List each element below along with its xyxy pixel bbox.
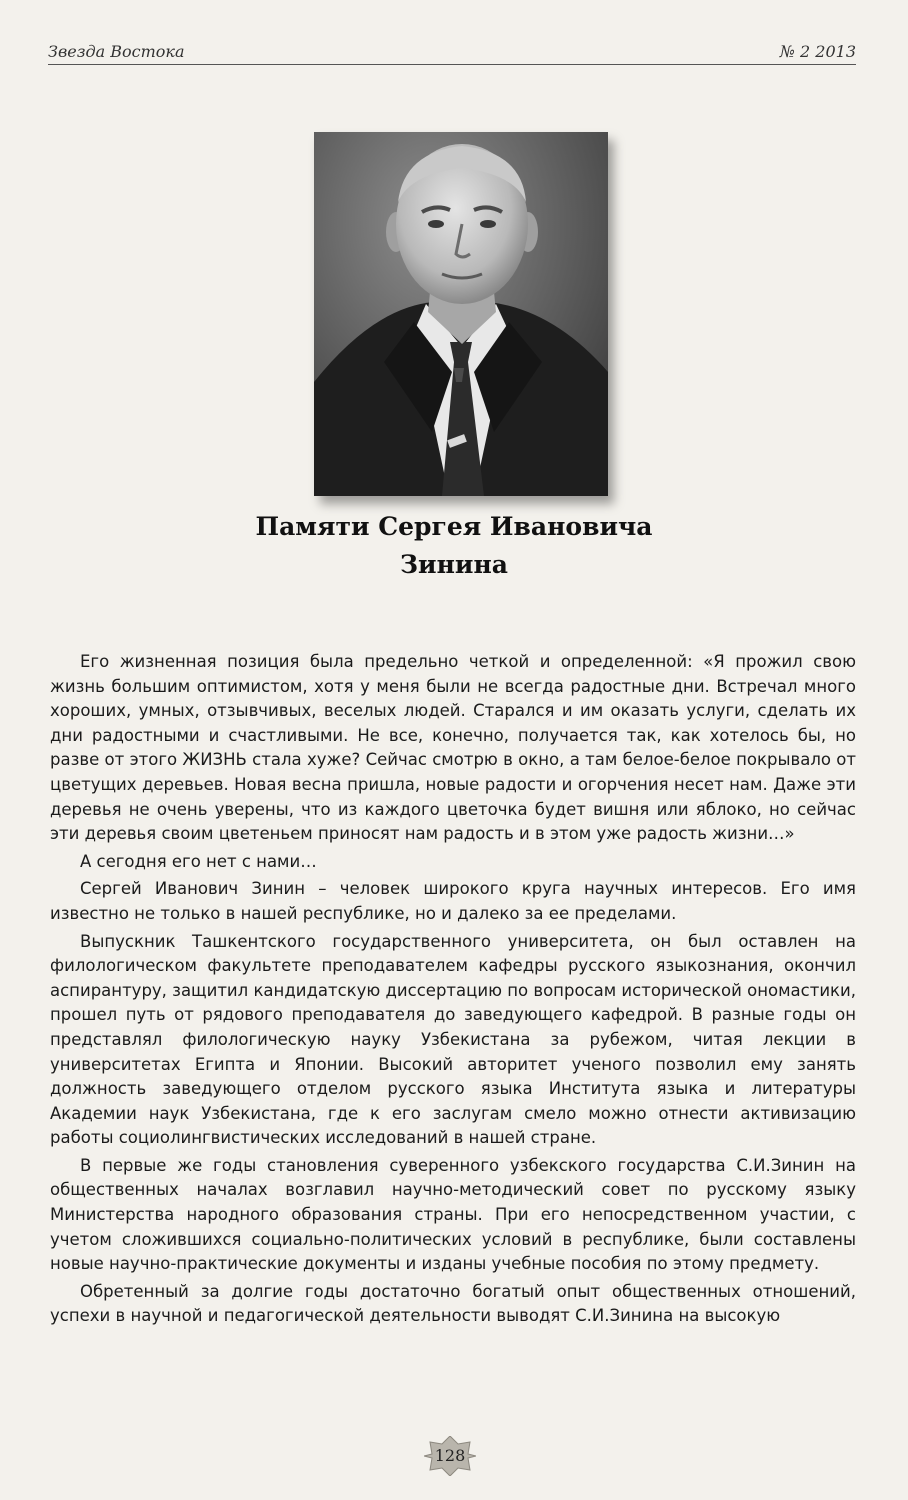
paragraph: В первые же годы становления суверенного узбекского государства С.И.Зинин на общественных началах возглавил научно-методический совет по русскому языку Министерства народного образования страны. При его непосредственном участии, с учетом сложившихся социально-политических условий в республике, были составлены новые научно-практические документы и изданы учебные пособия по этому предмету. — [50, 1155, 856, 1274]
paragraph: Его жизненная позиция была предельно четкой и определенной: «Я прожил свою жизнь большим оптимистом, хотя у меня были не всегда радостные дни. Встречал много хороших, умных, отзывчивых, веселых людей. Старался и им оказать услуги, сделать их дни радостными и счастливыми. Не все, конечно, получается так, как хотелось бы, но разве от этого ЖИЗНЬ стала хуже? Сейчас смотрю в окно, а там белое-белое покрывало от цветущих деревьев. Новая весна пришла, новые радости и огорчения несет нам. Даже эти деревья не очень уверены, что из каждого цветочка будет вишня или яблоко, но сейчас эти деревья своим цветеньем приносят нам радость и в этом уже радость жизни…» — [50, 652, 856, 844]
issue-number: № 2 2013 — [779, 42, 856, 61]
portrait-illustration — [314, 132, 608, 496]
page-number: 128 — [434, 1446, 466, 1465]
article-title — [120, 508, 788, 584]
title-line-2: Зинина — [400, 550, 508, 579]
portrait-photo — [314, 132, 608, 496]
paragraph: Обретенный за долгие годы достаточно богатый опыт общественных отношений, успехи в научной и педагогической деятельности выводят С.И.Зинина на высокую — [50, 1281, 856, 1326]
running-header — [48, 40, 856, 65]
journal-name: Звезда Востока — [48, 42, 185, 61]
paragraph: Сергей Иванович Зинин – человек широкого круга научных интересов. Его имя известно не только в нашей республике, но и далеко за ее пределами. — [50, 879, 856, 923]
page-number-badge — [424, 1436, 476, 1476]
article-body — [50, 650, 856, 1332]
paragraph: Выпускник Ташкентского государственного университета, он был оставлен на филологическом факультете преподавателем кафедры русского языкознания, окончил аспирантуру, защитил кандидатскую диссертацию по вопросам исторической ономастики, прошел путь от рядового преподавателя до заведующего кафедрой. В разные годы он представлял филологическую науку Узбекистана за рубежом, читая лекции в университетах Египта и Японии. Высокий авторитет ученого позволил ему занять должность заведующего отделом русского языка Института языка и литературы Академии наук Узбекистана, где к его заслугам смело можно отнести активизацию работы социолингвистических исследований в нашей стране. — [50, 931, 856, 1148]
paragraph: А сегодня его нет с нами… — [80, 851, 317, 871]
title-line-1: Памяти Сергея Ивановича — [255, 512, 653, 541]
